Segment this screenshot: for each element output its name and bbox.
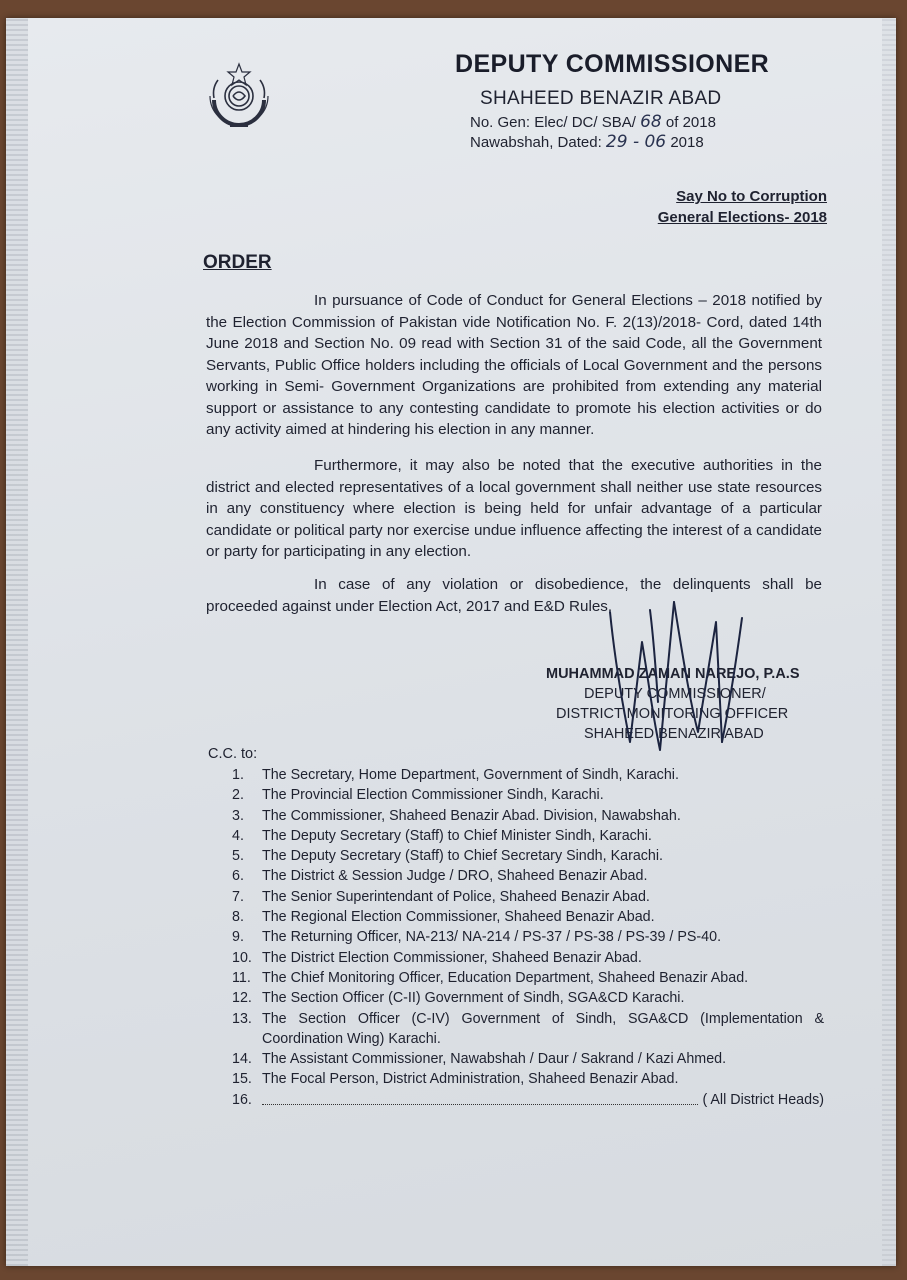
cc-item-text: The Section Officer (C-IV) Government of Sindh, SGA&CD (Implementation & Coordination Wing) Karachi. [262,1010,824,1047]
order-paragraph-1-text: In pursuance of Code of Conduct for General Elections – 2018 notified by the Election Commission of Pakistan vide Notification No. F. 2(13)/2018- Cord, dated 14th June 2018 and Section No. 09 read with Section 31 of the said Code, all the Government Servants, Public Office holders including the officials of Local Government and the persons working in Semi- Government Organizations are prohibited from extending any material support or assistance to any contesting candidate to promote his election activities or do any activity aimed at hindering his election in any manner. [206,292,822,438]
order-paragraph-2-text: Furthermore, it may also be noted that the executive authorities in the district and elected representatives of a local government shall neither use state resources in any constituency where election is being held for unfair advantage of a particular candidate or political party nor exercise undue influence affecting the interest of a candidate or party for participating in any election. [206,457,822,560]
dated-handwritten: 29 - 06 [605,132,667,152]
cc-item [232,988,824,1008]
cc-item [232,887,824,907]
cc-item-number: 15. [232,1071,252,1088]
cc-item-number: 10. [232,949,252,966]
cc-item-text: The Regional Election Commissioner, Shaheed Benazir Abad. [262,909,655,926]
cc-item [232,927,824,947]
reference-prefix: No. Gen: Elec/ DC/ SBA/ [470,114,636,131]
cc-item-number: 11. [232,969,251,986]
cc-item [232,968,824,988]
cc-item-number: 5. [232,848,244,865]
cc-item-text: The Focal Person, District Administration, Shaheed Benazir Abad. [262,1071,679,1088]
cc-item [232,907,824,927]
cc-item-text: The Commissioner, Shaheed Benazir Abad. Division, Nawabshah. [262,807,681,824]
cc-item-text: The Section Officer (C-II) Government of Sindh, SGA&CD Karachi. [262,990,685,1007]
binding-edge-right [882,18,896,1266]
cc-item-text: The District Election Commissioner, Shaheed Benazir Abad. [262,949,642,966]
cc-item-number: 2. [232,787,244,804]
signatory-name: MUHAMMAD ZAMAN NAREJO, P.A.S [546,666,800,682]
cc-item [232,1049,824,1069]
order-paragraph-2 [206,455,822,563]
cc-item [232,785,824,805]
cc-item-text: The Senior Superintendant of Police, Shaheed Benazir Abad. [262,888,650,905]
cc-item-number: 13. [232,1010,252,1027]
cc-item [232,826,824,846]
order-paragraph-1 [206,290,822,441]
cc-item-number: 12. [232,990,252,1007]
cc-item [232,1009,824,1050]
cc-item-text: The Assistant Commissioner, Nawabshah / Daur / Sakrand / Kazi Ahmed. [262,1051,727,1068]
cc-list [232,765,824,1110]
cc-item-number: 9. [232,929,244,946]
cc-item-number: 6. [232,868,244,885]
cc-item-number: 3. [232,807,244,824]
cc-item [232,765,824,785]
order-heading: ORDER [203,252,272,273]
office-title: DEPUTY COMMISSIONER [455,50,770,78]
cc-item-text: The Secretary, Home Department, Government of Sindh, Karachi. [262,767,679,783]
slogan-line-2: General Elections- 2018 [657,209,827,226]
cc-item-number: 16. [232,1091,252,1108]
cc-item-number: 14. [232,1051,252,1068]
cc-item-text: The Returning Officer, NA-213/ NA-214 / PS-37 / PS-38 / PS-39 / PS-40. [262,929,722,946]
dated-prefix: Nawabshah, Dated: [470,134,602,151]
cc-item-text: The Deputy Secretary (Staff) to Chief Minister Sindh, Karachi. [262,827,652,844]
signatory-title-1: DEPUTY COMMISSIONER/ [584,686,766,702]
cc-item-text: ( All District Heads) [702,1091,824,1108]
dated-year: 2018 [670,134,704,151]
office-district: SHAHEED BENAZIR ABAD [480,88,722,109]
signatory-title-2: DISTRICT MONITORING OFFICER [556,706,789,722]
order-paragraph-3-text: In case of any violation or disobedience, the delinquents shall be proceeded against under Election Act, 2017 and E&D Rules. [206,576,822,615]
cc-item [232,1069,824,1089]
government-seal-icon [200,58,278,136]
cc-item-text: The Deputy Secretary (Staff) to Chief Secretary Sindh, Karachi. [262,848,664,865]
cc-item [232,948,824,968]
reference-suffix: of 2018 [665,114,716,131]
cc-item [232,846,824,866]
signatory-location: SHAHEED BENAZIR ABAD [584,726,764,742]
cc-item [232,806,824,826]
cc-heading: C.C. to: [208,746,258,762]
binding-edge-left [6,18,28,1266]
reference-handwritten-number: 68 [640,112,662,132]
cc-item-number: 4. [232,827,244,844]
handwritten-signature [590,582,770,752]
cc-item-text: The Chief Monitoring Officer, Education Department, Shaheed Benazir Abad. [262,969,749,986]
cc-item [232,866,824,886]
cc-item-number: 8. [232,909,244,926]
slogan-block [658,186,827,228]
dated-line [470,132,704,152]
cc-item-last [232,1090,824,1110]
cc-item-number: 7. [232,888,244,905]
reference-number [470,112,716,132]
cc-item-text: The District & Session Judge / DRO, Shaheed Benazir Abad. [262,868,648,885]
cc-dotted-leader [262,1090,698,1105]
cc-item-number: 1. [232,767,244,783]
slogan-line-1: Say No to Corruption [676,188,827,205]
cc-item-text: The Provincial Election Commissioner Sindh, Karachi. [262,787,604,804]
